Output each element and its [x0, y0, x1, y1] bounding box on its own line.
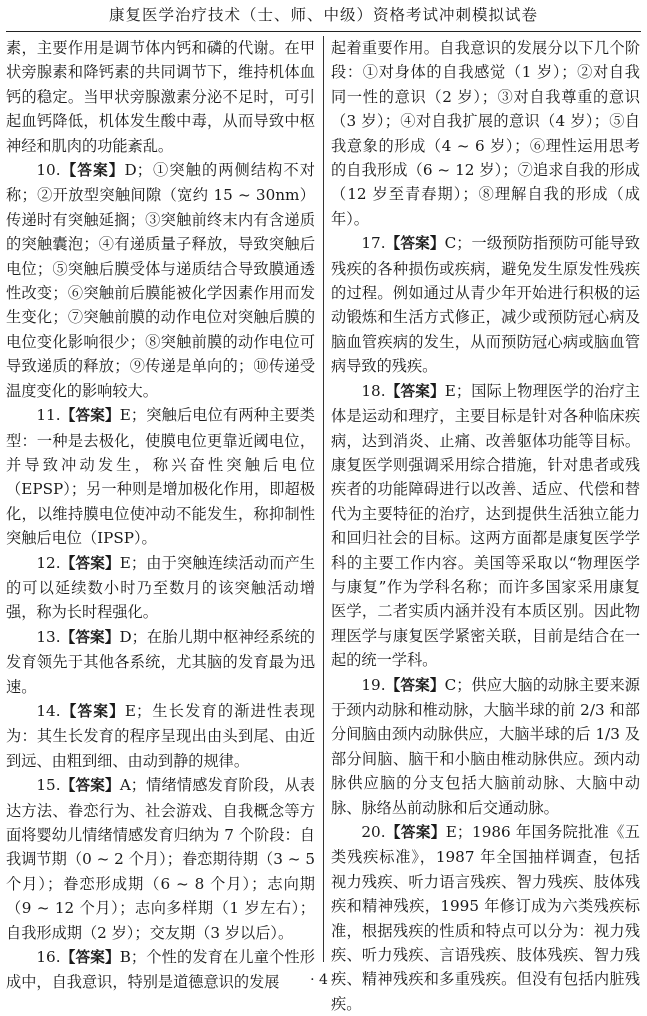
answer-label: 【答案】 [385, 676, 445, 694]
answer-label: 【答案】 [60, 949, 120, 967]
header-rule [6, 31, 641, 32]
header-title: 康复医学治疗技术（士、师、中级）资格考试冲刺模拟试卷 [108, 6, 538, 24]
answer-text: A；情绪情感发育阶段，从表达方法、眷恋行为、社会游戏、自我概念等方面将婴幼儿情绪情感发育归纳为 7 个阶段：自我调节期（0 ~ 2 个月）；眷恋期待期（3 ~ 5 个月）；眷恋形成期（6 ~ 8 个月）；志向期（9 ~ 12 个月）；志向多样期（1 岁左右）；自我形成期（2 岁）；交友期（3 岁以后）。 [6, 776, 315, 942]
page-header [0, 0, 647, 36]
answer-text: C；一级预防指预防可能导致残疾的各种损伤或疾病，避免发生原发性残疾的过程。例如通过从青少年开始进行积极的运动锻炼和生活方式修正，减少或预防冠心病及脑血管疾病的发生，从而预防冠心病或脑血管病导致的残疾。 [331, 234, 640, 376]
page-number: · 4 · [310, 972, 337, 988]
answer-text: D；在胎儿期中枢神经系统的发育领先于其他各系统，尤其脑的发育最为迅速。 [6, 627, 315, 696]
answer-11 [6, 403, 315, 550]
answer-number: 14. [36, 701, 61, 720]
right-column [331, 36, 640, 1013]
answer-number: 19. [361, 675, 386, 694]
answer-17 [331, 231, 640, 378]
answer-label: 【答案】 [385, 382, 445, 400]
answer-text: E；国际上物理医学的治疗主体是运动和理疗，主要目标是针对各种临床疾病，达到消炎、止痛、改善躯体功能等目标。康复医学则强调采用综合措施，针对患者或残疾者的功能障碍进行以改善、适应、代偿和替代为主要特征的治疗，达到提供生活独立能力和回归社会的目标。这两方面都是康复医学学科的主要工作内容。美国等采取以“物理医学与康复”作为学科名称；而许多国家采用康复医学，二者实质内涵并没有本质区别。因此物理医学与康复医学紧密关联，目前是结合在一起的统一学科。 [331, 381, 640, 670]
left-continuation-text: 素，主要作用是调节体内钙和磷的代谢。在甲状旁腺素和降钙素的共同调节下，维持机体血钙的稳定。当甲状旁腺激素分泌不足时，可引起血钙降低，机体发生酸中毒，从而导致中枢神经和肌肉的功能紊乱。 [6, 39, 315, 155]
answer-label: 【答案】 [60, 554, 120, 572]
answer-15 [6, 773, 315, 945]
answer-label: 【答案】 [60, 702, 125, 720]
answer-19 [331, 673, 640, 820]
answer-text: E；突触后电位有两种主要类型：一种是去极化，使膜电位更靠近阈电位，并导致冲动发生，称兴奋性突触后电位（EPSP）；另一种则是增加极化作用，即超极化，以维持膜电位使冲动不能发生，称抑制性突触后电位（IPSP）。 [6, 406, 315, 548]
answer-number: 20. [361, 823, 386, 841]
answer-label: 【答案】 [385, 824, 446, 841]
answer-text: E；1986 年国务院批准《五类残疾标准》，1987 年全国抽样调查，包括视力残疾、听力语言残疾、智力残疾、肢体残疾和精神残疾，1995 年修订成为六类残疾标准，根据残疾的性质和特点可以分为：视力残疾、听力残疾、言语残疾、肢体残疾、智力残疾、精神残疾和多重残疾。但没有包括内脏残疾。 [331, 823, 640, 1013]
left-column [6, 36, 315, 992]
answer-text: C；供应大脑的动脉主要来源于颈内动脉和椎动脉，大脑半球的前 2/3 和部分间脑由颈内动脉供应，大脑半球的后 1/3 及部分间脑、脑干和小脑由椎动脉供应。颈内动脉供应脑的分支包括大脑前动脉、大脑中动脉、脉络丛前动脉和后交通动脉。 [331, 675, 640, 817]
answer-label: 【答案】 [60, 628, 120, 646]
answer-number: 10. [36, 161, 61, 180]
answer-text: E；由于突触连续活动而产生的可以延续数小时乃至数月的该突触活动增强，称为长时程强化。 [6, 553, 315, 622]
answer-number: 18. [361, 381, 386, 400]
answer-number: 16. [36, 948, 61, 967]
answer-label: 【答案】 [385, 235, 445, 253]
answer-number: 11. [36, 406, 61, 425]
answer-12 [6, 551, 315, 625]
answer-10 [6, 158, 315, 403]
answer-number: 17. [361, 234, 386, 253]
answer-number: 12. [36, 553, 61, 572]
answer-number: 15. [36, 776, 61, 795]
answer-label: 【答案】 [60, 407, 120, 425]
answer-text: D；①突触的两侧结构不对称；②开放型突触间隙（宽约 15 ~ 30nm）传递时有突触延搁；③突触前终末内有含递质的突触囊泡；④有递质量子释放，导致突触后电位；⑤突触后膜受体与递质结合导致膜通透性改变；⑥突触前后膜能被化学因素作用而发生变化；⑦突触前膜的动作电位对突触后膜的电位变化影响很少；⑧突触前膜的动作电位可导致递质的释放；⑨传递是单向的；⑩传递受温度变化的影响较大。 [6, 161, 315, 400]
answer-number: 13. [36, 627, 61, 646]
right-continuation-text: 起着重要作用。自我意识的发展分以下几个阶段：①对身体的自我感觉（1 岁）；②对自我同一性的意识（2 岁）；③对自我尊重的意识（3 岁）；④对自我扩展的意识（4 岁）；⑤自我意象的形成（4 ~ 6 岁）；⑥理性运用思考的自我形成（6 ~ 12 岁）；⑦追求自我的形成（12 岁至青春期）；⑧理解自我的形成（成年）。 [331, 39, 640, 228]
answer-13 [6, 625, 315, 699]
answer-14 [6, 699, 315, 773]
answer-18 [331, 379, 640, 673]
answer-label: 【答案】 [60, 777, 120, 795]
answer-text: E；生长发育的渐进性表现为：其生长发育的程序呈现出由头到尾、由近到远、由粗到细、由动到静的规律。 [6, 701, 315, 770]
answer-label: 【答案】 [60, 162, 125, 180]
answer-text: B；个性的发育在儿童个性形成中，自我意识，特别是道德意识的发展 [6, 948, 315, 992]
column-divider [323, 36, 324, 962]
